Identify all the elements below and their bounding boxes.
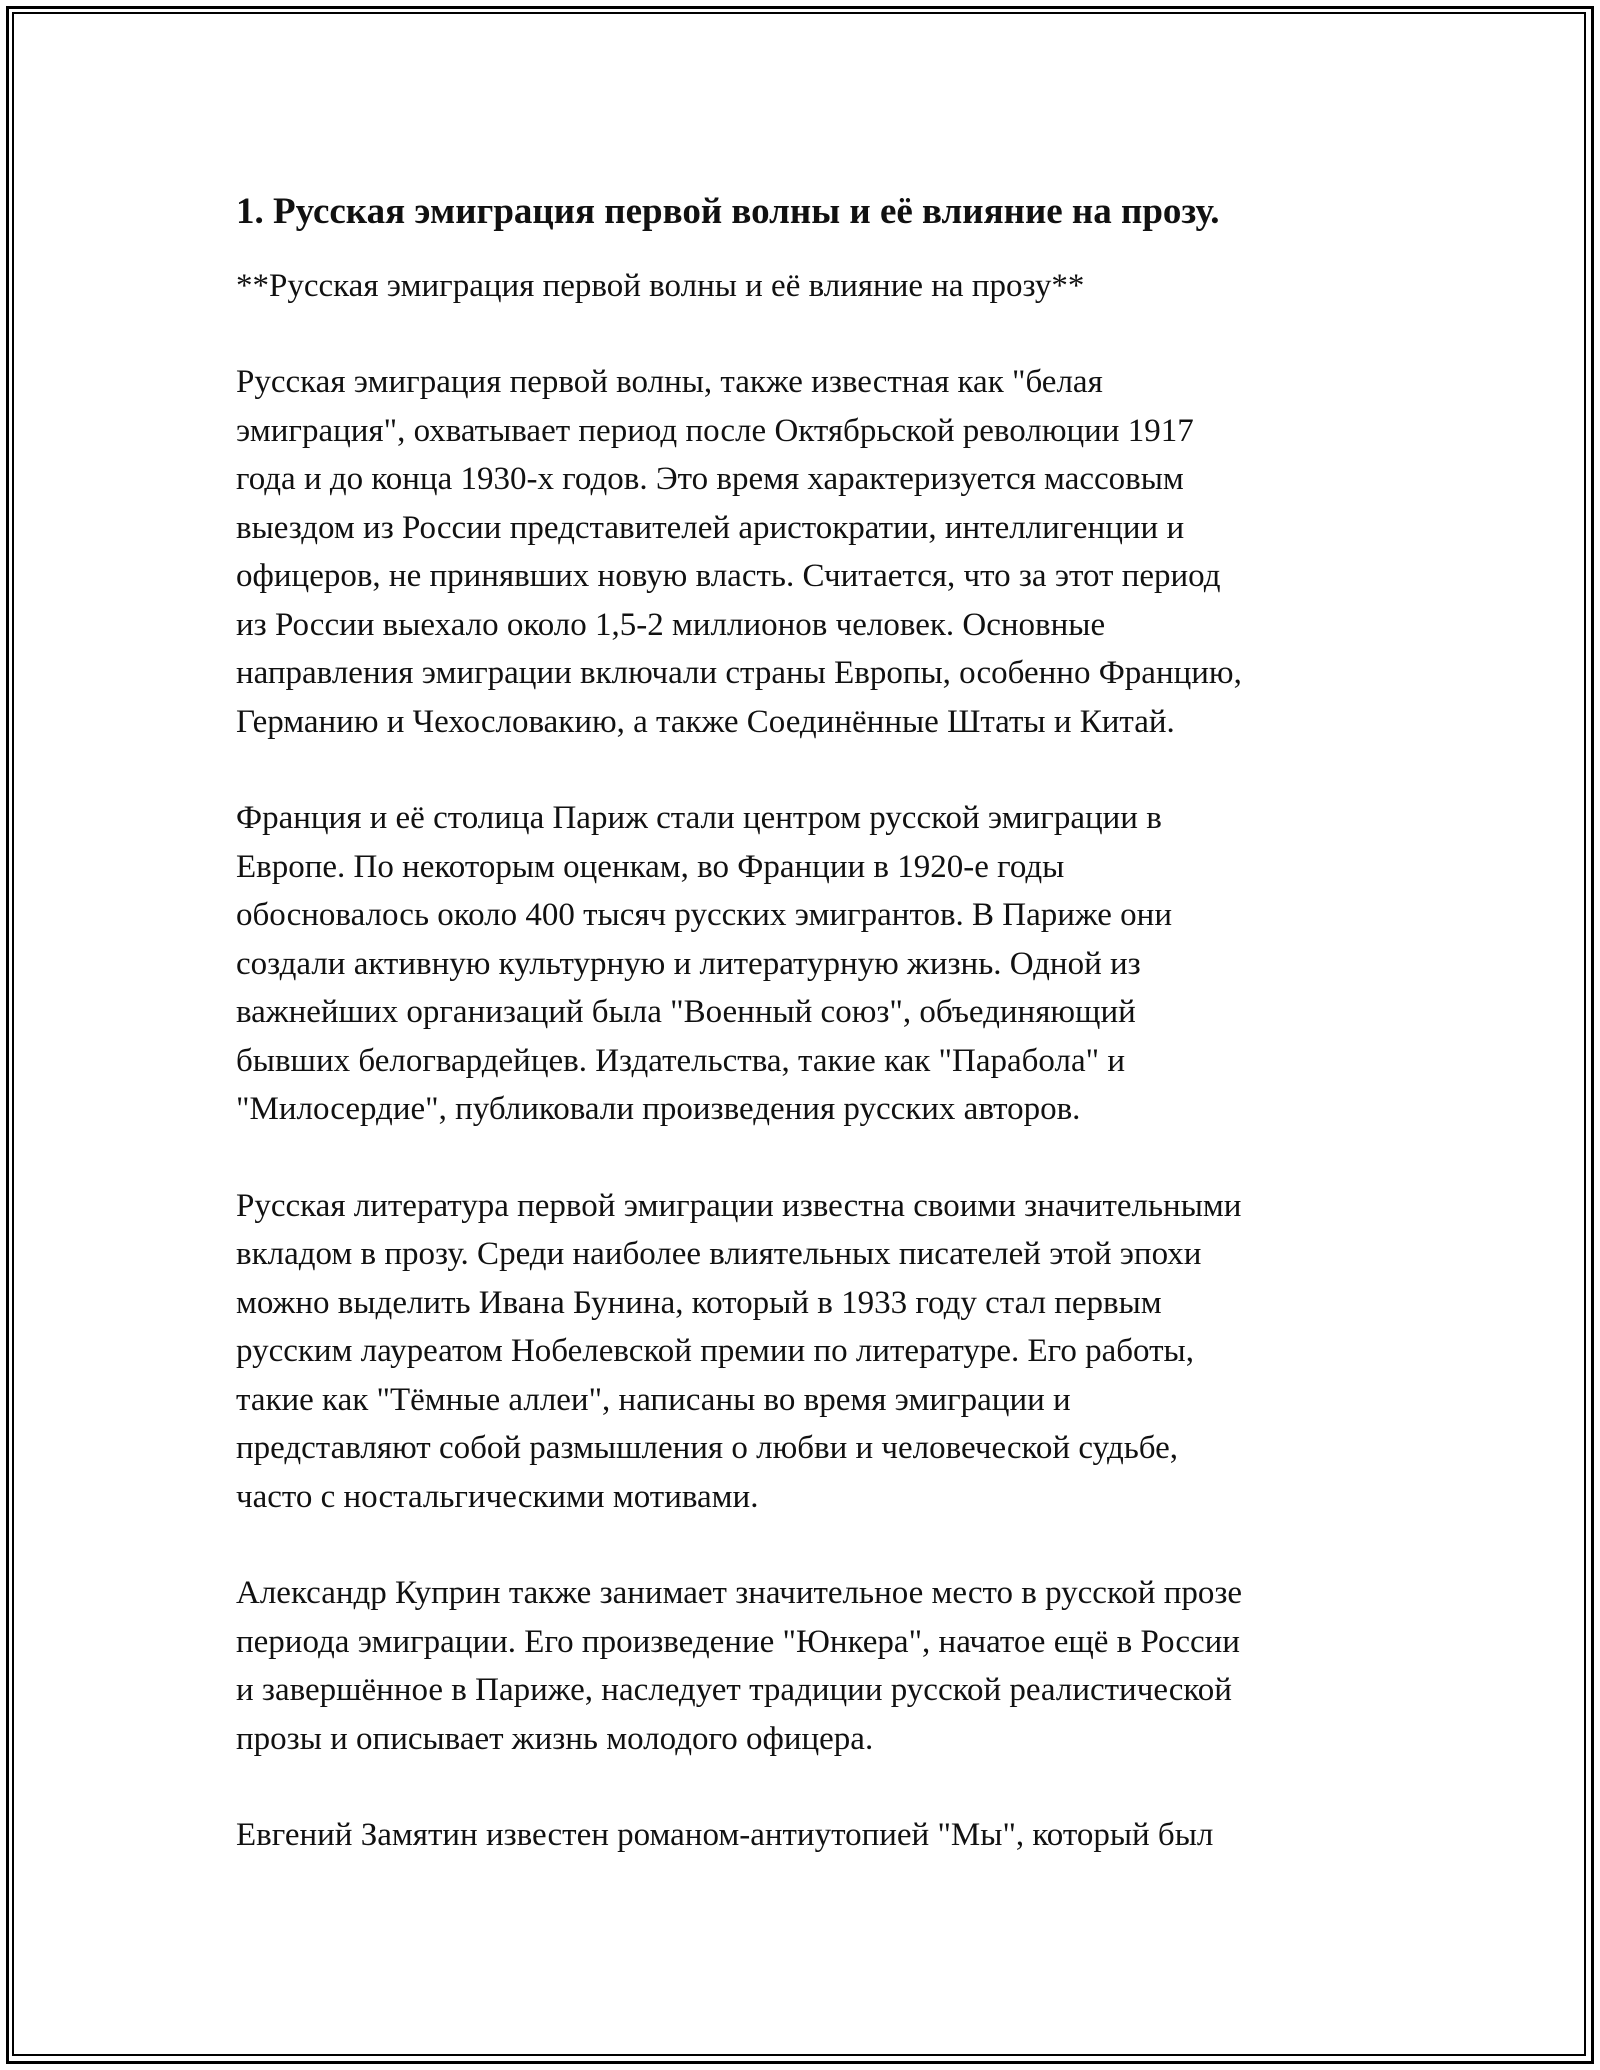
text-line: из России выехало около 1,5-2 миллионов человек. Основные xyxy=(236,606,1106,643)
text-line: и завершённое в Париже, наследует традиции русской реалистической xyxy=(236,1672,1232,1708)
text-line: Русская литература первой эмиграции известна своими значительными xyxy=(236,1187,1242,1224)
document-subtitle: **Русская эмиграция первой волны и её влияние на прозу** xyxy=(236,268,1085,304)
paragraph-bunin xyxy=(236,1182,1386,1522)
text-line: Александр Куприн также занимает значительное место в русской прозе xyxy=(236,1575,1243,1611)
paragraph-france-paris xyxy=(236,794,1386,1134)
text-line: Германию и Чехословакию, а также Соединённые Штаты и Китай. xyxy=(236,703,1175,740)
text-line: обосновалось около 400 тысяч русских эмигрантов. В Париже они xyxy=(236,897,1173,933)
text-line: выездом из России представителей аристократии, интеллигенции и xyxy=(236,509,1185,546)
text-line: "Милосердие", публиковали произведения русских авторов. xyxy=(236,1091,1081,1127)
text-line: прозы и описывает жизнь молодого офицера. xyxy=(236,1720,874,1757)
paragraph-emigration-overview xyxy=(236,358,1386,746)
text-line: бывших белогвардейцев. Издательства, такие как "Парабола" и xyxy=(236,1042,1125,1079)
text-line: важнейших организаций была "Военный союз", объединяющий xyxy=(236,994,1136,1030)
text-line: русским лауреатом Нобелевской премии по литературе. Его работы, xyxy=(236,1333,1194,1369)
paragraph-kuprin xyxy=(236,1569,1386,1763)
text-line: года и до конца 1930-х годов. Это время характеризуется массовым xyxy=(236,461,1184,497)
document-body xyxy=(236,188,1386,1860)
text-line: офицеров, не принявших новую власть. Считается, что за этот период xyxy=(236,558,1221,594)
text-line: представляют собой размышления о любви и человеческой судьбе, xyxy=(236,1430,1179,1466)
text-line: направления эмиграции включали страны Европы, особенно Францию, xyxy=(236,655,1242,691)
document-heading: 1. Русская эмиграция первой волны и её влияние на прозу. xyxy=(236,191,1220,232)
text-line: периода эмиграции. Его произведение "Юнкера", начатое ещё в России xyxy=(236,1623,1240,1660)
text-line: часто с ностальгическими мотивами. xyxy=(236,1478,759,1515)
text-line: Евгений Замятин известен романом-антиутопией "Мы", который был xyxy=(236,1817,1214,1853)
text-line: можно выделить Ивана Бунина, который в 1933 году стал первым xyxy=(236,1284,1162,1321)
text-line: такие как "Тёмные аллеи", написаны во время эмиграции и xyxy=(236,1381,1071,1418)
text-line: Франция и её столица Париж стали центром русской эмиграции в xyxy=(236,800,1162,836)
text-line: Европе. По некоторым оценкам, во Франции в 1920-е годы xyxy=(236,848,1065,885)
text-line: вкладом в прозу. Среди наиболее влиятельных писателей этой эпохи xyxy=(236,1236,1202,1272)
text-line: создали активную культурную и литературную жизнь. Одной из xyxy=(236,945,1141,982)
paragraph-zamyatin xyxy=(236,1811,1386,1860)
text-line: Русская эмиграция первой волны, также известная как "белая xyxy=(236,364,1103,400)
text-line: эмиграция", охватывает период после Октябрьской революции 1917 xyxy=(236,412,1194,449)
